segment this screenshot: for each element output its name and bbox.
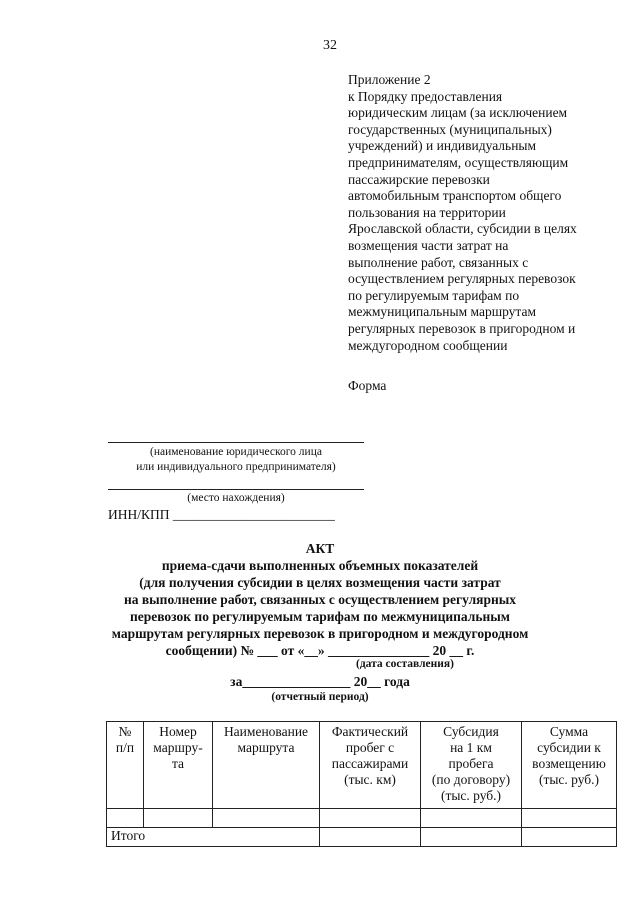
- subsidy-table: [106, 721, 617, 847]
- period-caption: (отчетный период): [271, 691, 369, 703]
- appendix-line: возмещения части затрат на: [348, 237, 509, 253]
- period-line: за________________ 20__ года: [230, 674, 410, 689]
- appendix-line: пассажирские перевозки: [348, 171, 490, 187]
- appendix-line: юридическим лицам (за исключением: [348, 105, 568, 121]
- column-header: Фактический пробег с пассажирами (тыс. км): [320, 722, 421, 809]
- org-name-caption: или индивидуального предпринимателя): [136, 461, 336, 473]
- table-cell: [421, 809, 522, 828]
- org-name-line: [108, 442, 364, 443]
- table-cell: [213, 809, 320, 828]
- act-subtitle-line: маршрутам регулярных перевозок в пригородном и междугородном: [111, 626, 529, 641]
- act-subtitle-line: приема-сдачи выполненных объемных показателей: [161, 558, 479, 573]
- column-header: Субсидия на 1 км пробега (по договору) (тыс. руб.): [421, 722, 522, 809]
- table-row: [107, 809, 617, 828]
- table-cell: [522, 828, 617, 847]
- table-cell: [320, 828, 421, 847]
- act-subtitle-line: (для получения субсидии в целях возмещения части затрат: [139, 575, 501, 590]
- table-header-row: [107, 722, 617, 809]
- date-caption: (дата составления): [356, 658, 454, 670]
- table-cell: [522, 809, 617, 828]
- appendix-line: междугородном сообщении: [348, 337, 508, 353]
- act-title-block: [0, 540, 640, 659]
- total-label: Итого: [107, 828, 320, 847]
- appendix-line: Приложение 2: [348, 72, 431, 87]
- inn-kpp-field: ИНН/КПП ________________________: [108, 507, 335, 522]
- org-name-caption: (наименование юридического лица: [150, 446, 322, 458]
- column-header: Наименование маршрута: [213, 722, 320, 809]
- table-cell: [107, 809, 144, 828]
- table-cell: [421, 828, 522, 847]
- act-subtitle-line: на выполнение работ, связанных с осуществлением регулярных: [123, 592, 517, 607]
- act-title: АКТ: [305, 541, 335, 556]
- column-header: Сумма субсидии к возмещению (тыс. руб.): [522, 722, 617, 809]
- appendix-line: государственных (муниципальных): [348, 121, 552, 137]
- act-subtitle-line: сообщении) № ___ от «__» _______________ 20 __ г.: [165, 643, 475, 658]
- appendix-line: предпринимателям, осуществляющим: [348, 154, 569, 170]
- appendix-line: к Порядку предоставления: [348, 88, 503, 104]
- page-number: 32: [323, 38, 337, 53]
- column-header: Номер маршру- та: [144, 722, 213, 809]
- appendix-line: автомобильным транспортом общего: [348, 188, 562, 204]
- appendix-line: выполнение работ, связанных с: [348, 254, 529, 270]
- appendix-line: Ярославской области, субсидии в целях: [348, 221, 577, 237]
- table-cell: [320, 809, 421, 828]
- appendix-line: осуществлением регулярных перевозок: [348, 271, 576, 287]
- appendix-header: [348, 72, 618, 354]
- location-caption: (место нахождения): [187, 492, 285, 504]
- appendix-line: пользования на территории: [348, 204, 506, 220]
- appendix-line: учреждений) и индивидуальным: [348, 138, 537, 154]
- appendix-line: регулярных перевозок в пригородном и: [348, 320, 576, 336]
- column-header: № п/п: [107, 722, 144, 809]
- form-label: Форма: [348, 378, 387, 393]
- appendix-line: межмуниципальным маршрутам: [348, 304, 537, 320]
- act-subtitle-line: перевозок по регулируемым тарифам по межмуниципальным: [129, 609, 511, 624]
- location-line: [108, 489, 364, 490]
- table-total-row: [107, 828, 617, 847]
- table-cell: [144, 809, 213, 828]
- appendix-line: по регулируемым тарифам по: [348, 287, 520, 303]
